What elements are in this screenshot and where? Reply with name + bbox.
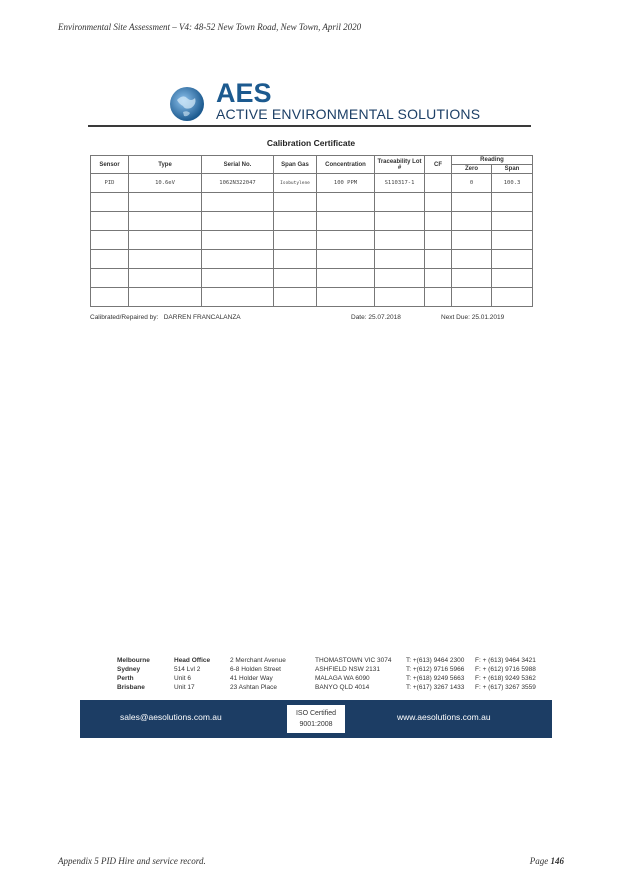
office-fax: F: + (612) 9716 5988 [475, 666, 536, 673]
office-phone: T: +(617) 3267 1433 [406, 684, 465, 691]
table-row [91, 250, 533, 269]
office-phone: T: +(612) 9716 5966 [406, 666, 465, 673]
col-header-traceability: Traceability Lot # [375, 156, 425, 174]
document-header: Environmental Site Assessment – V4: 48-52 New Town Road, New Town, April 2020 [58, 22, 362, 32]
footer-caption: Appendix 5 PID Hire and service record. [58, 856, 206, 866]
office-street: 41 Holder Way [230, 675, 273, 682]
col-header-span-gas: Span Gas [274, 156, 317, 174]
office-street: 6-8 Holden Street [230, 666, 281, 673]
date-value: 25.07.2018 [368, 314, 401, 321]
globe-logo-icon [163, 80, 211, 128]
date-label: Date: [351, 314, 367, 321]
office-suburb: BANYO QLD 4014 [315, 684, 370, 691]
iso-line2: 9001:2008 [299, 721, 333, 728]
office-street: 2 Merchant Avenue [230, 657, 286, 664]
logo-company-name: ACTIVE ENVIRONMENTAL SOLUTIONS [216, 106, 481, 122]
table-row [91, 174, 533, 193]
page-number-value: 146 [550, 856, 564, 866]
table-row [91, 288, 533, 307]
cell-zero: 0 [452, 174, 492, 193]
col-header-type: Type [129, 156, 202, 174]
header-divider [88, 125, 531, 127]
calibrated-by [90, 314, 241, 321]
page-number [530, 856, 564, 866]
office-phone: T: +(613) 9464 2300 [406, 657, 465, 664]
office-suburb: MALAGA WA 6090 [315, 675, 370, 682]
sales-email-link[interactable]: sales@aesolutions.com.au [120, 712, 222, 722]
office-city: Perth [117, 675, 134, 682]
col-header-serial: Serial No. [202, 156, 274, 174]
iso-line1: ISO Certified [295, 710, 337, 717]
office-suburb: ASHFIELD NSW 2131 [315, 666, 381, 673]
office-city: Sydney [117, 666, 141, 673]
cell-type: 10.6eV [129, 174, 202, 193]
col-header-sensor: Sensor [91, 156, 129, 174]
cell-concentration: 100 PPM [317, 174, 375, 193]
next-due-value: 25.01.2019 [471, 314, 505, 321]
page-label: Page [529, 856, 549, 866]
col-header-reading: Reading [452, 156, 533, 165]
office-suburb: THOMASTOWN VIC 3074 [315, 657, 392, 664]
cell-serial: 1062N322047 [202, 174, 274, 193]
calibration-table [90, 155, 533, 307]
col-header-span: Span [492, 165, 533, 174]
office-unit: 514 Lvl 2 [174, 666, 201, 673]
certificate-title: Calibration Certificate [266, 138, 356, 148]
cell-span: 100.3 [492, 174, 533, 193]
logo-wordmark: AES [216, 78, 272, 108]
calibrated-label: Calibrated/Repaired by: [90, 314, 159, 321]
iso-badge [287, 705, 345, 733]
office-city: Brisbane [117, 684, 145, 691]
calibration-date [351, 314, 401, 321]
office-fax: F: + (613) 9464 3421 [475, 657, 536, 664]
office-unit: Head Office [174, 657, 211, 664]
cell-cf [425, 174, 452, 193]
next-due [441, 314, 504, 321]
office-unit: Unit 17 [174, 684, 195, 691]
table-row [91, 269, 533, 288]
website-link[interactable]: www.aesolutions.com.au [397, 712, 491, 722]
office-fax: F: + (618) 9249 5362 [475, 675, 536, 682]
col-header-concentration: Concentration [317, 156, 375, 174]
table-row [91, 231, 533, 250]
cell-span-gas: Isobutylene [274, 174, 317, 193]
col-header-zero: Zero [452, 165, 492, 174]
office-unit: Unit 6 [174, 675, 191, 682]
office-city: Melbourne [117, 657, 150, 664]
col-header-cf: CF [425, 156, 452, 174]
cell-sensor: PID [91, 174, 129, 193]
office-fax: F: + (617) 3267 3559 [475, 684, 536, 691]
office-street: 23 Ashtan Place [230, 684, 277, 691]
calibrated-name: DARREN FRANCALANZA [163, 314, 241, 321]
contact-banner [80, 700, 552, 738]
office-phone: T: +(618) 9249 5663 [406, 675, 465, 682]
table-row [91, 193, 533, 212]
cell-traceability: S110317-1 [375, 174, 425, 193]
next-due-label: Next Due: [441, 314, 470, 321]
table-row [91, 212, 533, 231]
